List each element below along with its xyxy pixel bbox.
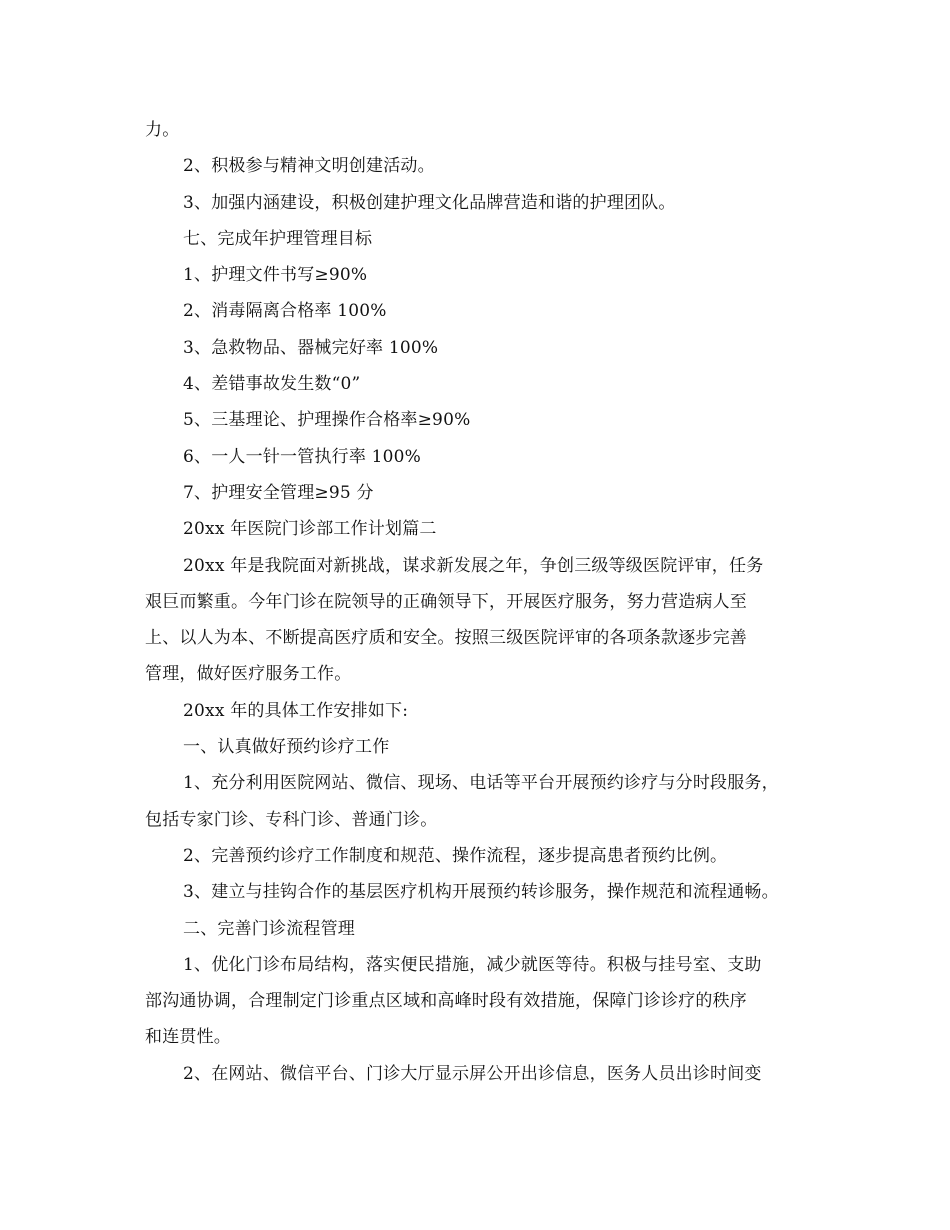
text-line: 1、充分利用医院网站、微信、现场、电话等平台开展预约诊疗与分时段服务，: [183, 773, 779, 794]
text-line: 3、急救物品、器械完好率 100%: [183, 337, 439, 358]
section-heading: 一、认真做好预约诊疗工作: [183, 737, 390, 758]
text-line: 力。: [145, 120, 180, 140]
text-line: 艰巨而繁重。今年门诊在院领导的正确领导下，开展医疗服务，努力营造病人至: [145, 591, 747, 612]
text-line: 6、一人一针一管执行率 100%: [183, 446, 422, 467]
text-line: 20xx 年是我院面对新挑战，谋求新发展之年，争创三级等级医院评审，任务: [183, 555, 764, 576]
text-line: 5、三基理论、护理操作合格率≥90%: [183, 410, 471, 431]
text-line: 7、护理安全管理≥95 分: [183, 482, 374, 503]
text-line: 1、优化门诊布局结构，落实便民措施，减少就医等待。积极与挂号室、支助: [183, 954, 762, 975]
text-line: 包括专家门诊、专科门诊、普通门诊。: [145, 809, 438, 830]
text-line: 上、以人为本、不断提高医疗质和安全。按照三级医院评审的各项条款逐步完善: [145, 628, 747, 649]
text-line: 和连贯性。: [145, 1027, 231, 1048]
text-line: 2、积极参与精神文明创建活动。: [183, 156, 435, 177]
text-line: 4、差错事故发生数“0”: [183, 374, 361, 395]
text-line: 2、在网站、微信平台、门诊大厅显示屏公开出诊信息，医务人员出诊时间变: [183, 1063, 762, 1084]
text-line: 2、完善预约诊疗工作制度和规范、操作流程，逐步提高患者预约比例。: [183, 845, 728, 866]
text-line: 2、消毒隔离合格率 100%: [183, 301, 387, 322]
document-body: [145, 112, 825, 1092]
text-line: 管理，做好医疗服务工作。: [145, 664, 352, 685]
document-title: 20xx 年医院门诊部工作计划篇二: [183, 519, 437, 540]
text-line: 3、加强内涵建设，积极创建护理文化品牌营造和谐的护理团队。: [183, 192, 676, 213]
text-line: 3、建立与挂钩合作的基层医疗机构开展预约转诊服务，操作规范和流程通畅。: [183, 882, 779, 903]
section-heading: 二、完善门诊流程管理: [183, 918, 355, 939]
section-heading: 七、完成年护理管理目标: [183, 228, 373, 249]
text-line: 1、护理文件书写≥90%: [183, 265, 368, 286]
text-line: 20xx 年的具体工作安排如下:: [183, 700, 409, 721]
text-line: 部沟通协调，合理制定门诊重点区域和高峰时段有效措施，保障门诊诊疗的秩序: [145, 991, 747, 1012]
